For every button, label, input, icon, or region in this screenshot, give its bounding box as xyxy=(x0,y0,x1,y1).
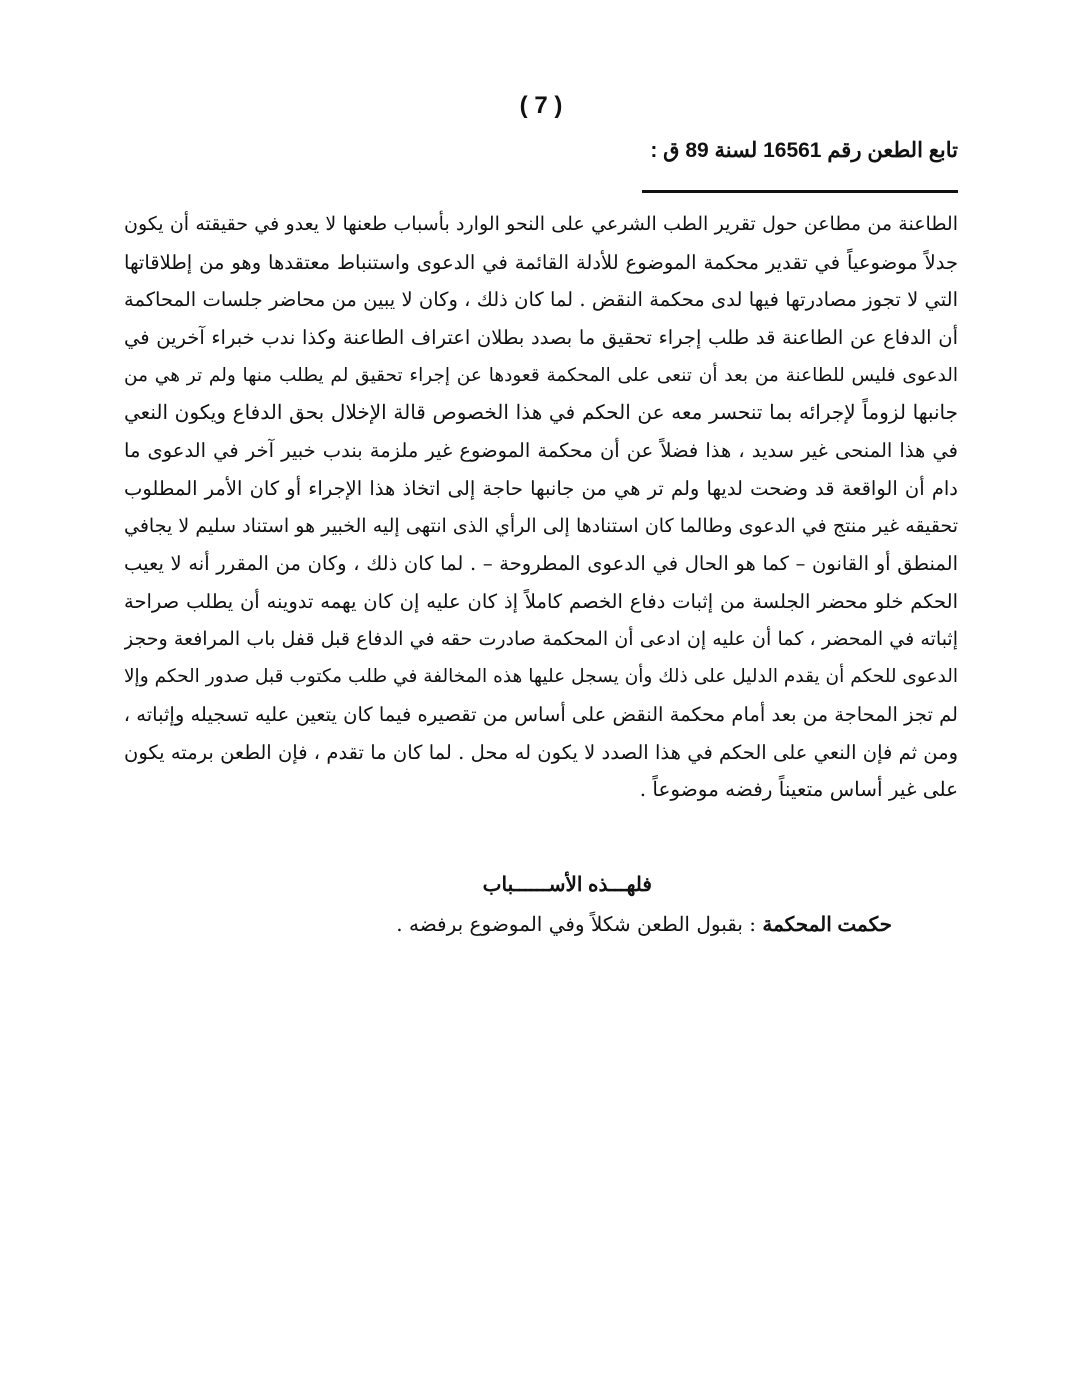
body-line: جدلاً موضوعياً في تقدير محكمة الموضوع للأدلة القائمة في الدعوى واستنباط معتقدها وهو من إطلاقاتها xyxy=(124,250,958,274)
body-line: جانبها لزوماً لإجرائه بما تنحسر معه عن الحكم في هذا الخصوص قالة الإخلال بحق الدفاع ويكون النعي xyxy=(124,400,958,425)
body-line: المنطق أو القانون – كما هو الحال في الدعوى المطروحة – . لما كان ذلك ، وكان من المقرر أنه لا يعيب xyxy=(124,552,958,576)
appeal-header-title: تابع الطعن رقم 16561 لسنة 89 ق : xyxy=(650,139,958,162)
body-line: في هذا المنحى غير سديد ، هذا فضلاً عن أن محكمة الموضوع غير ملزمة بندب خبير آخر في الدعوى ما xyxy=(124,439,958,463)
body-line: دام أن الواقعة قد وضحت لديها ولم تر هي من جانبها حاجة إلى اتخاذ هذا الإجراء أو كان الأمر المطلوب xyxy=(124,476,958,500)
page-number: ( 7 ) xyxy=(519,92,563,119)
body-line: الحكم خلو محضر الجلسة من إثبات دفاع الخصم كاملاً إذ كان عليه إن كان يهمه تدوينه أن يطلب صراحة xyxy=(124,589,958,613)
header-divider xyxy=(642,190,958,193)
body-line: الدعوى للحكم أن يقدم الدليل على ذلك وأن يسجل عليها هذه المخالفة في طلب مكتوب قبل صدور الحكم وإلا xyxy=(124,666,958,688)
judgment-label: حكمت المحكمة xyxy=(762,914,892,936)
reasons-heading: فلهـــذه الأســــــباب xyxy=(482,874,652,896)
body-line: على غير أساس متعيناً رفضه موضوعاً . xyxy=(639,777,958,802)
body-line: ومن ثم فإن النعي على الحكم في هذا الصدد لا يكون له محل . لما كان ما تقدم ، فإن الطعن برمته يكون xyxy=(124,740,958,764)
judgment-statement xyxy=(396,912,892,937)
body-line: الطاعنة من مطاعن حول تقرير الطب الشرعي على النحو الوارد بأسباب طعنها لا يعدو في حقيقته أن يكون xyxy=(124,213,958,235)
body-line: أن الدفاع عن الطاعنة قد طلب إجراء تحقيق ما بصدد بطلان اعتراف الطاعنة وكذا ندب خبراء آخرين في xyxy=(124,326,958,350)
body-line: إثباته في المحضر ، كما أن عليه إن ادعى أن المحكمة صادرت حقه في الدفاع قبل قفل باب المرافعة وحجز xyxy=(124,627,958,650)
body-line: لم تجز المحاجة من بعد أمام محكمة النقض على أساس من تقصيره فيما كان يتعين عليه تسجيله وإثباته ، xyxy=(124,702,958,726)
ruling-body-text xyxy=(124,206,958,809)
body-line: تحقيقه غير منتج في الدعوى وطالما كان استنادها إلى الرأي الذى انتهى إليه الخبير هو استناد سليم لا يجافي xyxy=(124,514,958,537)
judgment-text: : بقبول الطعن شكلاً وفي الموضوع برفضه . xyxy=(396,912,763,936)
body-line: التي لا تجوز مصادرتها فيها لدى محكمة النقض . لما كان ذلك ، وكان لا يبين من محاضر جلسات المحاكمة xyxy=(124,288,958,312)
body-line: الدعوى فليس للطاعنة من بعد أن تنعى على المحكمة قعودها عن إجراء تحقيق لم يطلب منها ولم تر هي من xyxy=(124,364,958,386)
